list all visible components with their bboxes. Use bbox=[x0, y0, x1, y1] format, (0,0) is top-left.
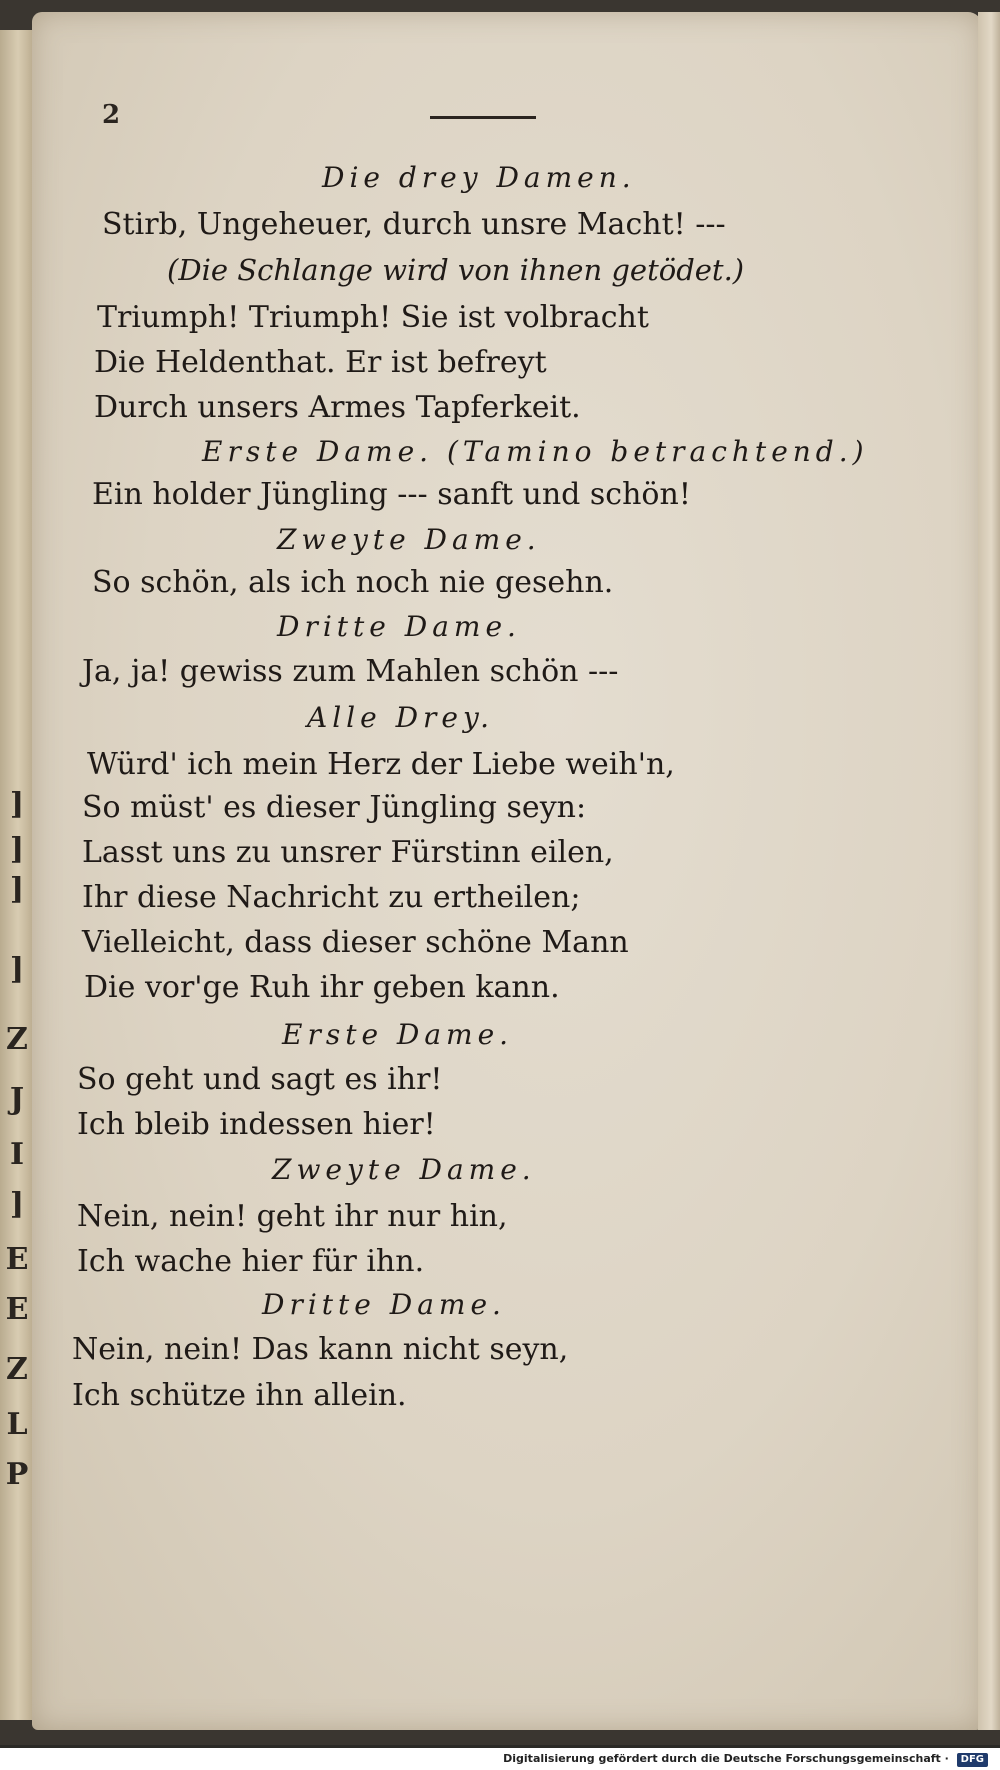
credit-text: Digitalisierung gefördert durch die Deutsche Forschungsgemeinschaft · bbox=[503, 1752, 949, 1765]
verse-line: Ihr diese Nachricht zu ertheilen; bbox=[82, 880, 581, 915]
page-edge bbox=[978, 12, 1000, 1730]
verse-line: Die vor'ge Ruh ihr geben kann. bbox=[84, 970, 560, 1005]
verse-line: Durch unsers Armes Tapferkeit. bbox=[94, 390, 581, 425]
verse-line: Ich schütze ihn allein. bbox=[72, 1378, 407, 1413]
speaker-heading: Erste Dame. (Tamino betrachtend.) bbox=[202, 435, 869, 468]
digitization-credit bbox=[0, 1748, 1000, 1770]
verse-line: Triumph! Triumph! Sie ist volbracht bbox=[97, 300, 649, 335]
speaker-heading: Zweyte Dame. bbox=[272, 1153, 536, 1186]
verse-line: So schön, als ich noch nie gesehn. bbox=[92, 565, 614, 600]
spine-mark: ] bbox=[9, 787, 25, 822]
verse-line: Nein, nein! Das kann nicht seyn, bbox=[72, 1332, 569, 1367]
spine-mark: E bbox=[5, 1292, 29, 1327]
verse-line: So müst' es dieser Jüngling seyn: bbox=[82, 790, 587, 825]
header-rule bbox=[430, 116, 536, 119]
verse-line: Vielleicht, dass dieser schöne Mann bbox=[82, 925, 629, 960]
spine-mark: P bbox=[5, 1457, 29, 1492]
verse-line: Ich bleib indessen hier! bbox=[77, 1107, 436, 1142]
speaker-heading: Alle Drey. bbox=[307, 701, 495, 734]
dfg-logo: DFG bbox=[957, 1753, 988, 1767]
spine-mark: ] bbox=[9, 832, 25, 867]
verse-line: So geht und sagt es ihr! bbox=[77, 1062, 443, 1097]
spine-mark: ] bbox=[9, 872, 25, 907]
speaker-heading: Erste Dame. bbox=[282, 1018, 514, 1051]
spine-mark: ] bbox=[9, 1187, 25, 1222]
spine-mark: L bbox=[6, 1407, 28, 1442]
page-number: 2 bbox=[102, 100, 121, 130]
verse-line: Nein, nein! geht ihr nur hin, bbox=[77, 1199, 508, 1234]
speaker-heading: Dritte Dame. bbox=[277, 610, 521, 643]
speaker-heading: Die drey Damen. bbox=[322, 161, 636, 194]
verse-line: Ein holder Jüngling --- sanft und schön! bbox=[92, 477, 691, 512]
spine-mark: Z bbox=[6, 1352, 28, 1387]
verse-line: Würd' ich mein Herz der Liebe weih'n, bbox=[87, 747, 675, 782]
verse-line: Ja, ja! gewiss zum Mahlen schön --- bbox=[82, 654, 619, 689]
speaker-heading: Dritte Dame. bbox=[262, 1288, 506, 1321]
verse-line: Ich wache hier für ihn. bbox=[77, 1244, 425, 1279]
spine-mark: Z bbox=[6, 1022, 28, 1057]
spine-mark: ] bbox=[9, 952, 25, 987]
verse-line: Die Heldenthat. Er ist befreyt bbox=[94, 345, 547, 380]
book-page bbox=[32, 12, 982, 1730]
spine-mark: J bbox=[9, 1082, 25, 1117]
verse-line: Lasst uns zu unsrer Fürstinn eilen, bbox=[82, 835, 614, 870]
spine-mark: I bbox=[9, 1137, 25, 1172]
verse-line: Stirb, Ungeheuer, durch unsre Macht! --- bbox=[102, 207, 726, 242]
stage-direction: (Die Schlange wird von ihnen getödet.) bbox=[167, 253, 745, 287]
speaker-heading: Zweyte Dame. bbox=[277, 523, 541, 556]
spine-mark: E bbox=[5, 1242, 29, 1277]
